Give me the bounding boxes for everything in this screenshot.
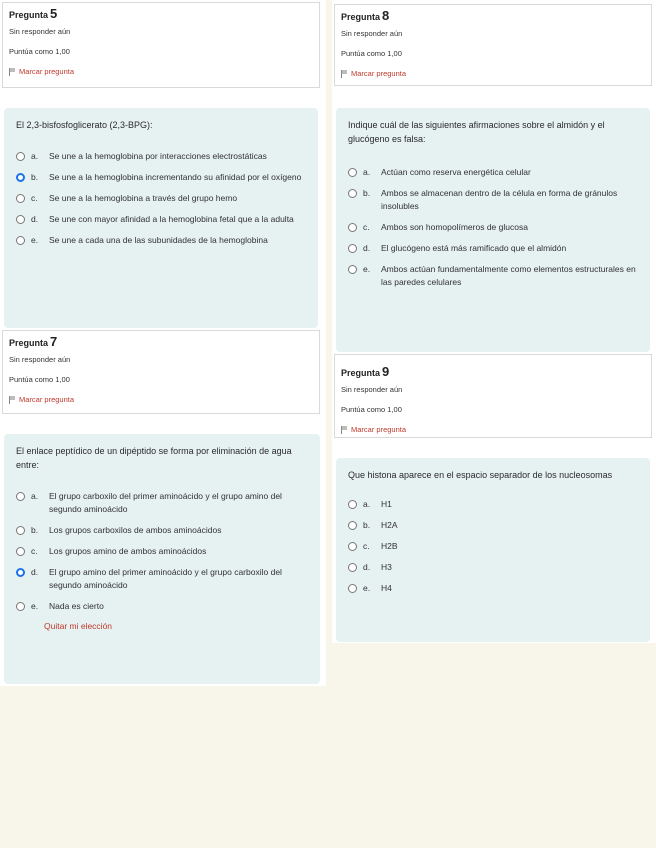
question-status: Sin responder aún <box>341 385 403 394</box>
flag-question-label: Marcar pregunta <box>19 67 75 76</box>
answer-letter: d. <box>363 243 371 253</box>
answer-text: Ambos son homopolímeros de glucosa <box>381 222 528 232</box>
answer-radio[interactable] <box>348 500 357 509</box>
question-number: 5 <box>50 6 58 21</box>
answer-letter: e. <box>31 235 39 245</box>
question-text: El enlace peptídico de un dipéptido se forma por eliminación de agua entre: <box>16 446 292 470</box>
answer-letter: e. <box>31 601 39 611</box>
flag-question-label: Marcar pregunta <box>19 395 75 404</box>
flag-question-label: Marcar pregunta <box>351 425 407 434</box>
answer-option[interactable] <box>348 561 638 574</box>
answer-option[interactable] <box>16 171 306 184</box>
flag-icon <box>341 70 348 78</box>
answer-option[interactable] <box>348 519 638 532</box>
answer-option[interactable] <box>16 213 306 226</box>
answer-letter: c. <box>363 222 370 232</box>
flag-question-label: Marcar pregunta <box>351 69 407 78</box>
answer-text: Se une a la hemoglobina por interacciones electrostáticas <box>49 151 267 161</box>
flag-icon <box>9 68 16 76</box>
answer-text: Actúan como reserva energética celular <box>381 167 531 177</box>
flag-icon <box>9 396 16 404</box>
question-7-title <box>9 335 313 350</box>
answer-radio[interactable] <box>348 265 357 274</box>
answer-letter: b. <box>363 188 371 198</box>
question-label: Pregunta <box>9 10 49 20</box>
answer-radio[interactable] <box>16 173 25 182</box>
answer-list <box>16 490 308 613</box>
answer-option[interactable] <box>348 187 638 213</box>
answer-option[interactable] <box>348 221 638 234</box>
answer-letter: c. <box>31 193 38 203</box>
answer-text: El grupo amino del primer aminoácido y el grupo carboxilo del segundo aminoácido <box>49 567 282 590</box>
answer-radio[interactable] <box>348 189 357 198</box>
answer-list <box>348 166 638 289</box>
answer-text: Se une a la hemoglobina a través del grupo hemo <box>49 193 238 203</box>
question-text: El 2,3-bisfosfoglicerato (2,3-BPG): <box>16 120 153 130</box>
answer-letter: d. <box>31 214 39 224</box>
answer-radio[interactable] <box>348 563 357 572</box>
answer-radio[interactable] <box>16 568 25 577</box>
answer-text: H2A <box>381 520 398 530</box>
flag-question-link[interactable] <box>341 69 645 79</box>
question-9-info <box>334 354 652 438</box>
answer-letter: a. <box>363 167 371 177</box>
answer-radio[interactable] <box>348 542 357 551</box>
answer-option[interactable] <box>16 150 306 163</box>
left-column <box>0 0 326 686</box>
answer-radio[interactable] <box>16 547 25 556</box>
clear-choice-link[interactable]: Quitar mi elección <box>44 621 113 631</box>
flag-question-link[interactable] <box>341 425 645 435</box>
answer-radio[interactable] <box>348 223 357 232</box>
answer-text: Los grupos carboxilos de ambos aminoácidos <box>49 525 222 535</box>
answer-radio[interactable] <box>16 152 25 161</box>
question-7-info <box>2 330 320 414</box>
question-5-content <box>4 108 318 328</box>
answer-radio[interactable] <box>348 521 357 530</box>
answer-list <box>348 498 638 595</box>
answer-letter: a. <box>31 491 39 501</box>
answer-text: H1 <box>381 499 392 509</box>
answer-text: Ambos se almacenan dentro de la célula en forma de gránulos insolubles <box>381 188 618 211</box>
answer-option[interactable] <box>348 263 638 289</box>
answer-option[interactable] <box>16 524 308 537</box>
question-text: Indique cuál de las siguientes afirmaciones sobre el almidón y el glucógeno es falsa: <box>348 120 605 144</box>
right-column <box>332 0 656 643</box>
question-5-info <box>2 2 320 88</box>
answer-option[interactable] <box>16 234 306 247</box>
answer-option[interactable] <box>16 192 306 205</box>
answer-radio[interactable] <box>16 215 25 224</box>
question-label: Pregunta <box>341 368 381 378</box>
question-status: Sin responder aún <box>9 27 71 36</box>
answer-text: Se une a la hemoglobina incrementando su afinidad por el oxígeno <box>49 172 302 182</box>
answer-option[interactable] <box>348 242 638 255</box>
question-grade: Puntúa como 1,00 <box>341 49 402 58</box>
answer-letter: c. <box>363 541 370 551</box>
question-9-title <box>341 365 645 380</box>
answer-letter: b. <box>31 172 39 182</box>
question-label: Pregunta <box>9 338 49 348</box>
answer-text: El glucógeno está más ramificado que el almidón <box>381 243 567 253</box>
question-8-content <box>336 108 650 352</box>
answer-radio[interactable] <box>16 602 25 611</box>
question-number: 9 <box>382 364 390 379</box>
question-8-title <box>341 9 645 24</box>
answer-letter: a. <box>363 499 371 509</box>
answer-option[interactable] <box>16 600 308 613</box>
answer-option[interactable] <box>348 540 638 553</box>
answer-radio[interactable] <box>348 584 357 593</box>
flag-question-link[interactable] <box>9 395 313 405</box>
answer-text: Los grupos amino de ambos aminoácidos <box>49 546 207 556</box>
question-status: Sin responder aún <box>9 355 71 364</box>
answer-text: H3 <box>381 562 392 572</box>
answer-list <box>16 150 306 247</box>
answer-text: H2B <box>381 541 398 551</box>
answer-option[interactable] <box>16 566 308 592</box>
question-label: Pregunta <box>341 12 381 22</box>
flag-icon <box>341 426 348 434</box>
answer-radio[interactable] <box>16 526 25 535</box>
answer-letter: d. <box>31 567 39 577</box>
question-grade: Puntúa como 1,00 <box>9 47 70 56</box>
answer-option[interactable] <box>348 582 638 595</box>
question-9-content <box>336 458 650 642</box>
answer-radio[interactable] <box>16 492 25 501</box>
answer-text: Se une a cada una de las subunidades de la hemoglobina <box>49 235 268 245</box>
question-5-title <box>9 7 313 22</box>
question-text: Que histona aparece en el espacio separador de los nucleosomas <box>348 470 613 480</box>
answer-letter: c. <box>31 546 38 556</box>
answer-letter: b. <box>31 525 39 535</box>
answer-option[interactable] <box>16 545 308 558</box>
answer-radio[interactable] <box>16 236 25 245</box>
answer-radio[interactable] <box>16 194 25 203</box>
answer-radio[interactable] <box>348 168 357 177</box>
answer-text: H4 <box>381 583 392 593</box>
answer-text: Ambos actúan fundamentalmente como elementos estructurales en las paredes celulares <box>381 264 636 287</box>
question-number: 8 <box>382 8 390 23</box>
question-grade: Puntúa como 1,00 <box>341 405 402 414</box>
answer-letter: b. <box>363 520 371 530</box>
question-8-info <box>334 4 652 86</box>
answer-text: Se une con mayor afinidad a la hemoglobina fetal que a la adulta <box>49 214 294 224</box>
answer-text: El grupo carboxilo del primer aminoácido y el grupo amino del segundo aminoácido <box>49 491 282 514</box>
question-grade: Puntúa como 1,00 <box>9 375 70 384</box>
answer-option[interactable] <box>16 490 308 516</box>
flag-question-link[interactable] <box>9 67 313 77</box>
question-7-content <box>4 434 320 684</box>
answer-letter: a. <box>31 151 39 161</box>
answer-option[interactable] <box>348 498 638 511</box>
answer-text: Nada es cierto <box>49 601 104 611</box>
question-status: Sin responder aún <box>341 29 403 38</box>
answer-option[interactable] <box>348 166 638 179</box>
answer-radio[interactable] <box>348 244 357 253</box>
answer-letter: d. <box>363 562 371 572</box>
question-number: 7 <box>50 334 58 349</box>
answer-letter: e. <box>363 264 371 274</box>
answer-letter: e. <box>363 583 371 593</box>
